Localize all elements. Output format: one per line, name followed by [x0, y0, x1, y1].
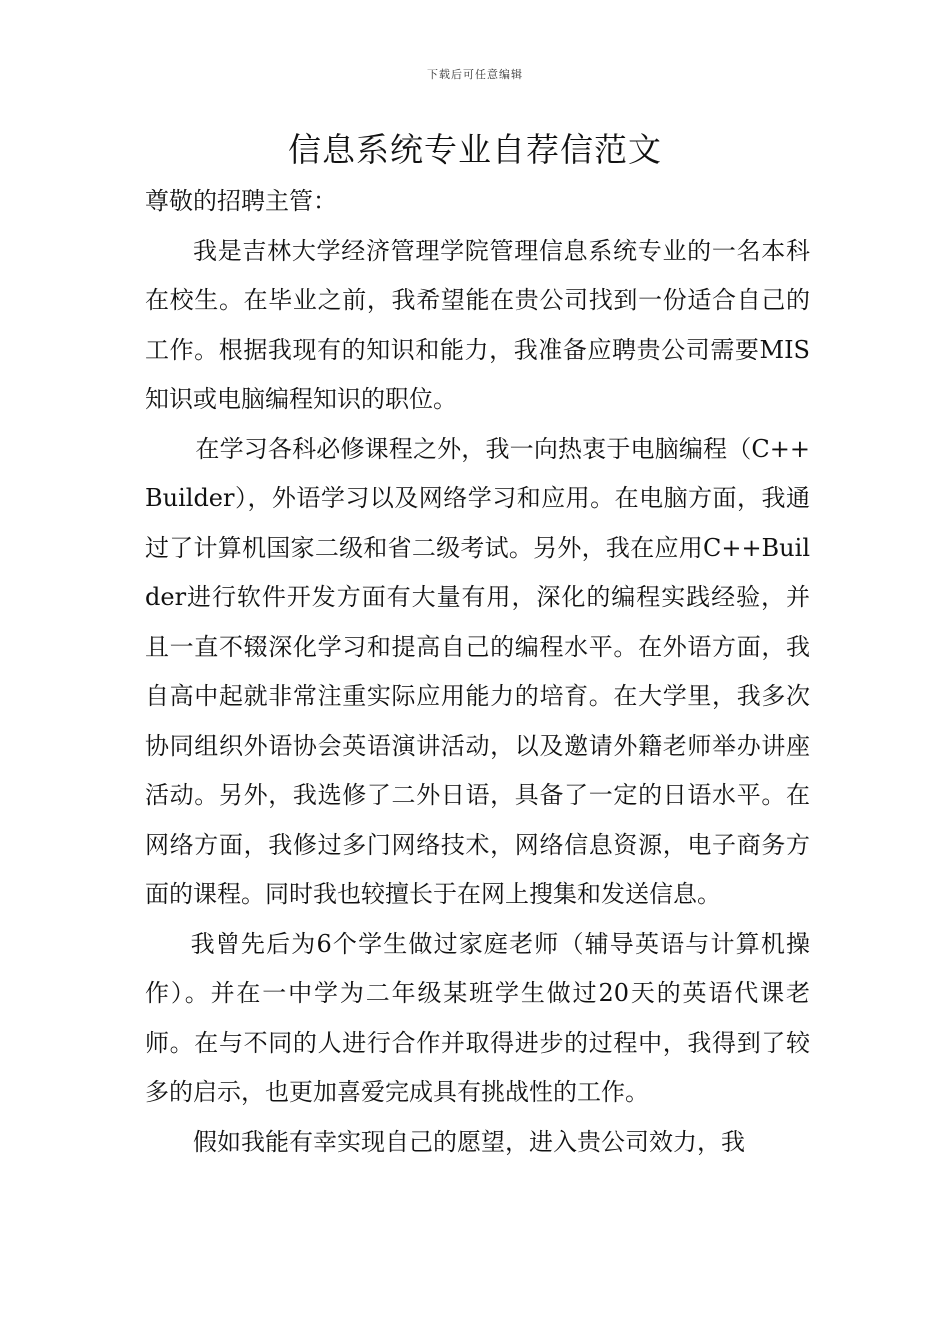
paragraph-experience: 我曾先后为6个学生做过家庭老师（辅导英语与计算机操作）。并在一中学为二年级某班学生做过20天的英语代课老师。在与不同的人进行合作并取得进步的过程中，我得到了较多的启示，也更加喜爱完成具有挑战性的工作。 — [145, 929, 810, 1106]
header-note: 下载后可任意编辑 — [427, 68, 523, 81]
paragraph-intro: 我是吉林大学经济管理学院管理信息系统专业的一名本科在校生。在毕业之前，我希望能在贵公司找到一份适合自己的工作。根据我现有的知识和能力，我准备应聘贵公司需要MIS知识或电脑编程知识的职位。 — [145, 236, 810, 413]
salutation: 尊敬的招聘主管： — [145, 187, 337, 215]
paragraph-skills: 在学习各科必修课程之外，我一向热衷于电脑编程（C++Builder），外语学习以及网络学习和应用。在电脑方面，我通过了计算机国家二级和省二级考试。另外，我在应用C++Builder进行软件开发方面有大量有用，深化的编程实践经验，并且一直不辍深化学习和提高自己的编程水平。在外语方面，我自高中起就非常注重实际应用能力的培育。在大学里，我多次协同组织外语协会英语演讲活动，以及邀请外籍老师举办讲座活动。另外，我选修了二外日语，具备了一定的日语水平。在网络方面，我修过多门网络技术，网络信息资源，电子商务方面的课程。同时我也较擅长于在网上搜集和发送信息。 — [145, 434, 810, 908]
letter-body — [145, 177, 810, 1167]
document-title: 信息系统专业自荐信范文 — [288, 130, 662, 169]
paragraph-closing: 假如我能有幸实现自己的愿望，进入贵公司效力，我 — [193, 1127, 745, 1156]
